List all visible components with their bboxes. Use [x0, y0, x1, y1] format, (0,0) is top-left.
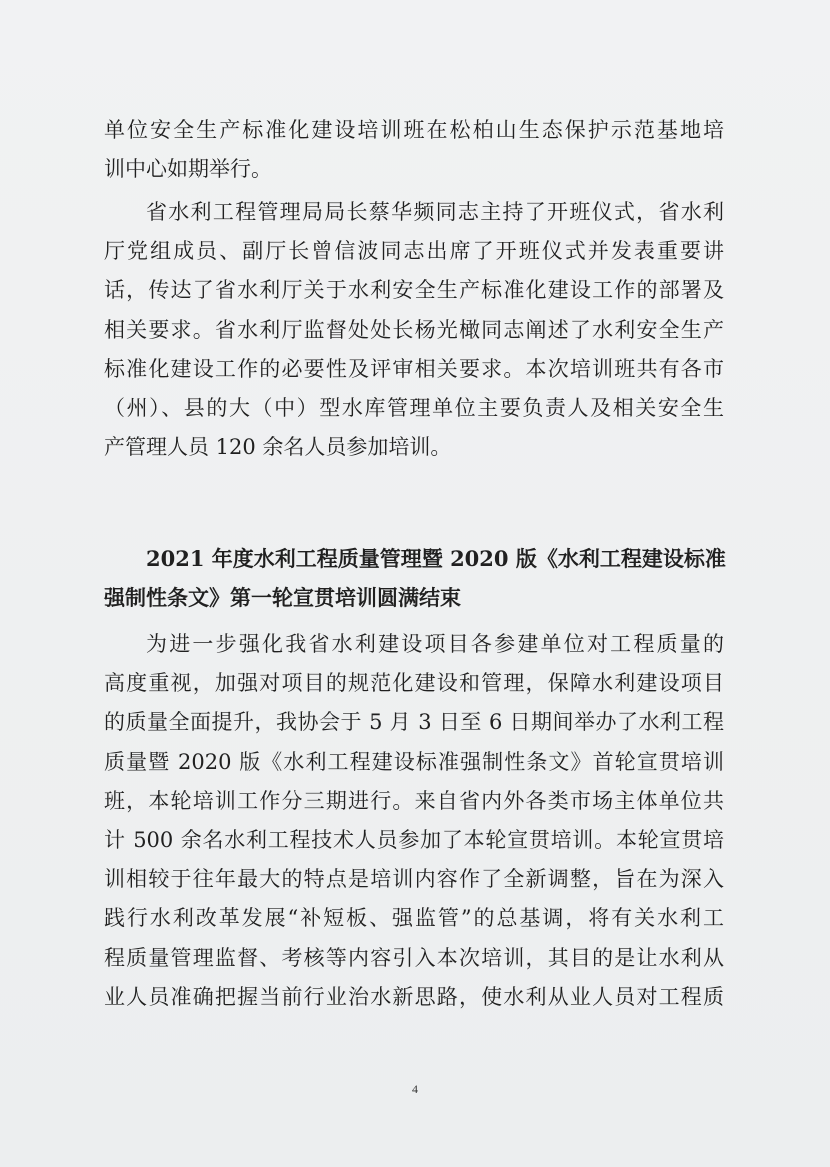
paragraph-line: 产管理人员 120 余名人员参加培训。: [104, 435, 452, 460]
paragraph-line: 质量暨 2020 版《水利工程建设标准强制性条文》首轮宣贯培训: [104, 749, 724, 774]
paragraph-line: （州）、县的大（中）型水库管理单位主要负责人及相关安全生: [104, 395, 724, 420]
page-number: 4: [412, 1082, 418, 1096]
paragraph-line: 省水利工程管理局局长蔡华频同志主持了开班仪式，省水利: [146, 200, 724, 224]
heading-line: 2021 年度水利工程质量管理暨 2020 版《水利工程建设标准: [146, 546, 726, 571]
paragraph-line: 为进一步强化我省水利建设项目各参建单位对工程质量的: [146, 632, 724, 656]
paragraph-line: 业人员准确把握当前行业治水新思路，使水利从业人员对工程质: [104, 984, 724, 1009]
paragraph-line: 班，本轮培训工作分三期进行。来自省内外各类市场主体单位共: [104, 788, 724, 813]
paragraph-line: 厅党组成员、副厅长曾信波同志出席了开班仪式并发表重要讲: [104, 239, 724, 264]
paragraph-line: 相关要求。省水利厅监督处处长杨光橄同志阐述了水利安全生产: [104, 317, 724, 342]
paragraph-line: 单位安全生产标准化建设培训班在松柏山生态保护示范基地培: [104, 118, 724, 142]
paragraph-line: 训相较于往年最大的特点是培训内容作了全新调整，旨在为深入: [104, 867, 724, 892]
heading-line: 强制性条文》第一轮宣贯培训圆满结束: [104, 585, 461, 611]
paragraph-line: 计 500 余名水利工程技术人员参加了本轮宣贯培训。本轮宣贯培: [104, 827, 724, 852]
paragraph-line: 践行水利改革发展“补短板、强监管”的总基调，将有关水利工: [104, 906, 724, 931]
paragraph-1: [104, 111, 724, 189]
paragraph-line: 训中心如期举行。: [104, 157, 272, 182]
paragraph-line: 程质量管理监督、考核等内容引入本次培训，其目的是让水利从: [104, 945, 724, 970]
paragraph-line: 话，传达了省水利厅关于水利安全生产标准化建设工作的部署及: [104, 278, 724, 303]
paragraph-line: 高度重视，加强对项目的规范化建设和管理，保障水利建设项目: [104, 671, 724, 696]
paragraph-line: 的质量全面提升，我协会于 5 月 3 日至 6 日期间举办了水利工程: [104, 710, 724, 735]
paragraph-2: [104, 193, 724, 467]
section-heading: [104, 539, 724, 617]
paragraph-3: [104, 625, 724, 1017]
paragraph-line: 标准化建设工作的必要性及评审相关要求。本次培训班共有各市: [104, 356, 724, 381]
